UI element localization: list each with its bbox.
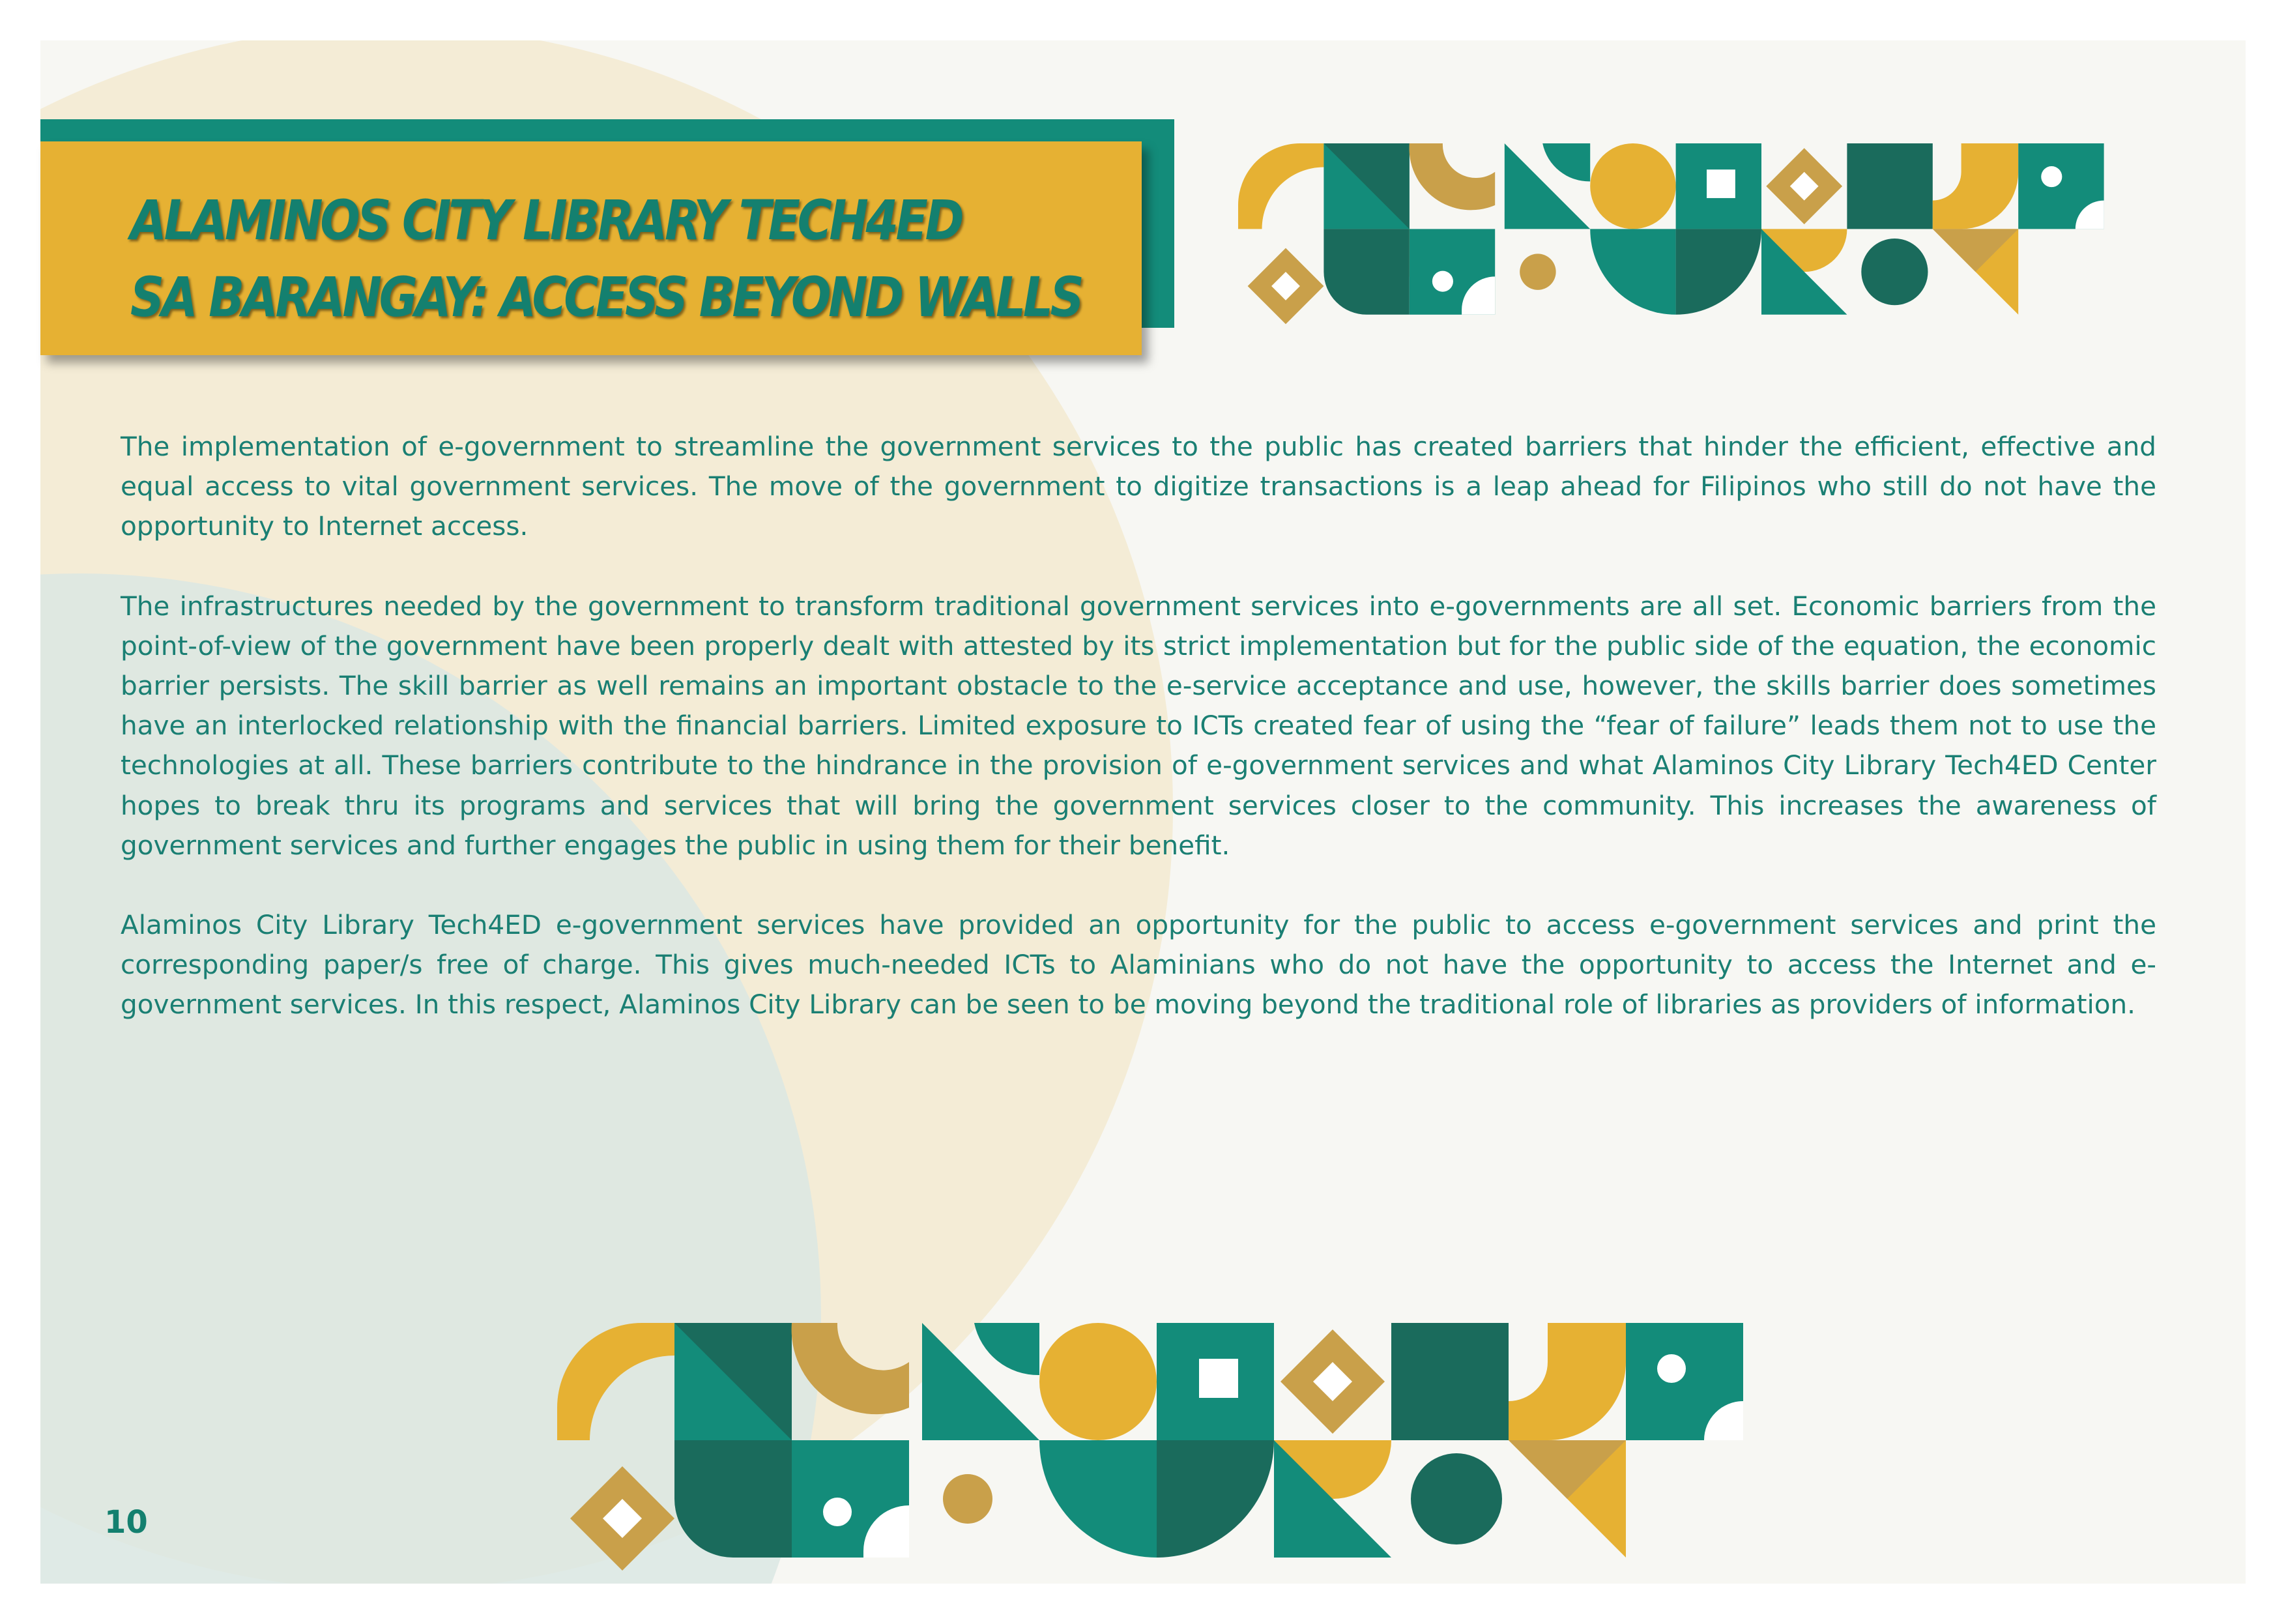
paragraph-3: Alaminos City Library Tech4ED e-government services have provided an opportunity for the public to access e-government services and print the corresponding paper/s free of charge. This gives much-needed ICTs to Alaminians who do not have the opportunity to access the Internet and e-government services. In this respect, Alaminos City Library can be seen to be moving beyond the traditional role of libraries as providers of information.	[121, 909, 2156, 1021]
article-body	[121, 427, 2156, 1065]
paragraph-2: The infrastructures needed by the government to transform traditional government services into e-governments are all set. Economic barriers from the point-of-view of the government have been properly dealt with attested by its strict implementation but for the public side of the equation, the economic barrier persists. The skill barrier as well remains an important obstacle to the e-service acceptance and use, however, the skills barrier does sometimes have an interlocked relationship with the financial barriers. Limited exposure to ICTs created fear of using the “fear of failure” leads them not to use the technologies at all. These barriers contribute to the hindrance in the provision of e-government services and what Alaminos City Library Tech4ED Center hopes to break thru its programs and services that will bring the government services closer to the community. This increases the awareness of government services and further engages the public in using them for their benefit.	[121, 590, 2156, 861]
page-number: 10	[104, 1504, 148, 1541]
page-title-line-1: ALAMINOS CITY LIBRARY TECH4ED	[130, 188, 962, 252]
title-banner	[40, 119, 1142, 334]
title-banner-box	[40, 141, 1142, 355]
paragraph-1: The implementation of e-government to streamline the government services to the public has created barriers that hinder the efficient, effective and equal access to vital government services. The move of the government to digitize transactions is a leap ahead for Filipinos who still do not have the opportunity to Internet access.	[121, 431, 2156, 542]
page-title-line-2: SA BARANGAY: ACCESS BEYOND WALLS	[130, 265, 1082, 329]
